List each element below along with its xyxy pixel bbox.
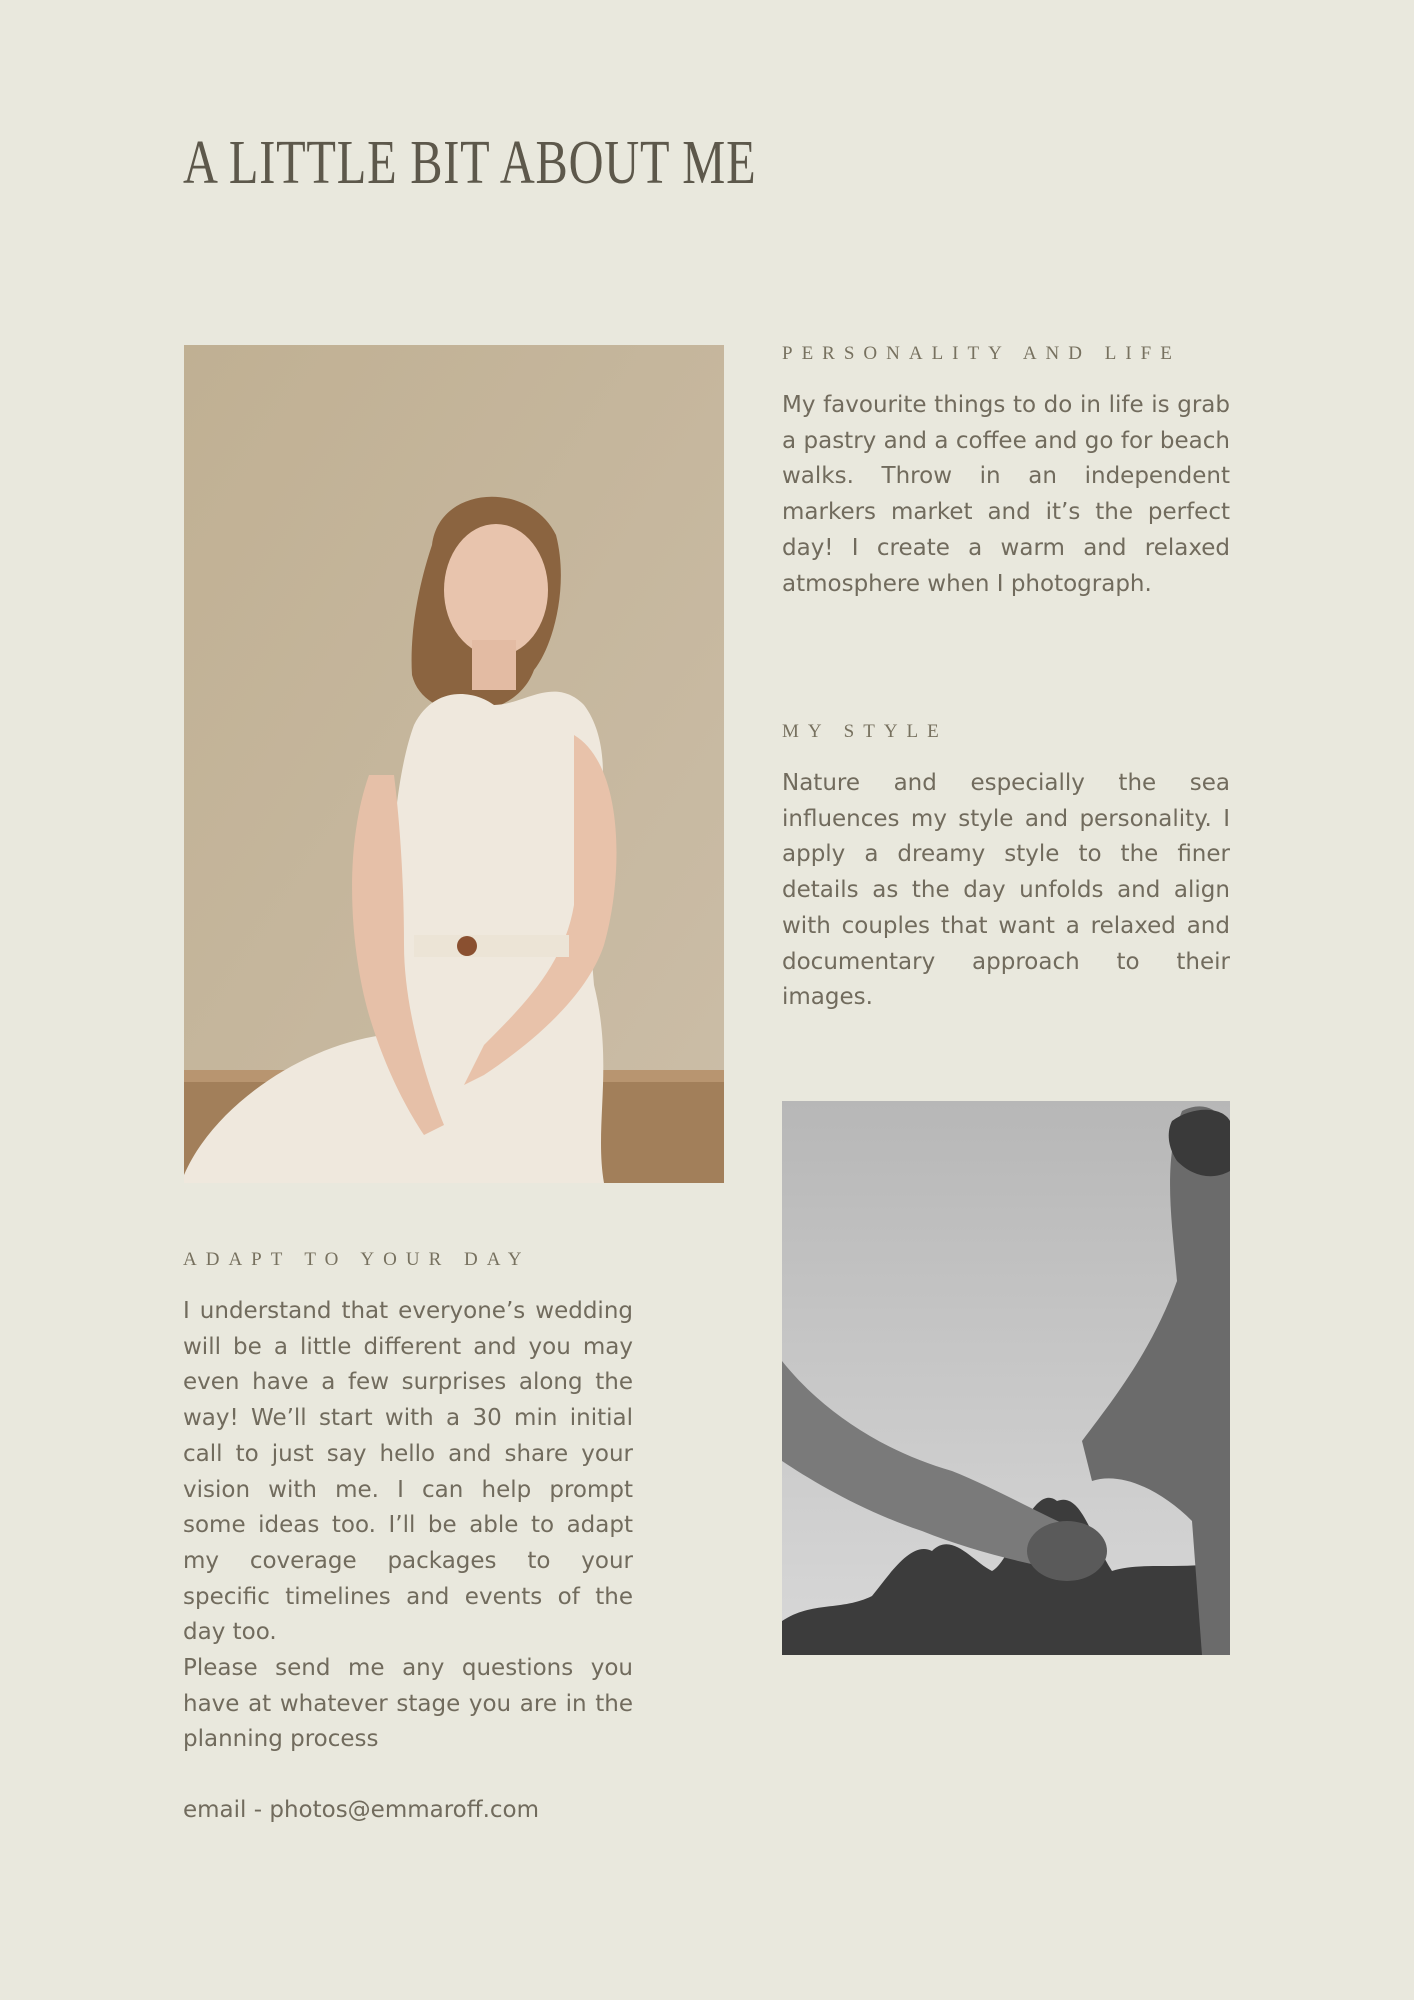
- portrait-photo: [184, 345, 724, 1183]
- contact-email[interactable]: email - photos@emmaroff.com: [183, 1797, 540, 1823]
- personality-body: My favourite things to do in life is grab a pastry and a coffee and go for beach walks. Throw in an independent markers market and it’s the perfect day! I create a warm and relaxed atmosphere when I photograph.: [782, 392, 1230, 597]
- adapt-body-1: I understand that everyone’s wedding will be a little different and you may even have a few surprises along the way! We’ll start with a 30 min initial call to just say hello and share your vision with me. I can help prompt some ideas too. I’ll be able to adapt my coverage packages to your specific timelines and events of the day too.: [183, 1298, 633, 1646]
- personality-heading: PERSONALITY AND LIFE: [782, 343, 1181, 364]
- page-title: A LITTLE BIT ABOUT ME: [183, 129, 757, 197]
- couple-holding-hands-photo: [782, 1101, 1230, 1655]
- adapt-heading: ADAPT TO YOUR DAY: [183, 1249, 531, 1270]
- style-body: Nature and especially the sea influences my style and personality. I apply a dreamy style to the finer details as the day unfolds and align with couples that want a relaxed and documentary approach to their images.: [782, 770, 1230, 1011]
- adapt-body-2: Please send me any questions you have at whatever stage you are in the planning process: [183, 1655, 633, 1753]
- style-heading: MY STYLE: [782, 721, 948, 742]
